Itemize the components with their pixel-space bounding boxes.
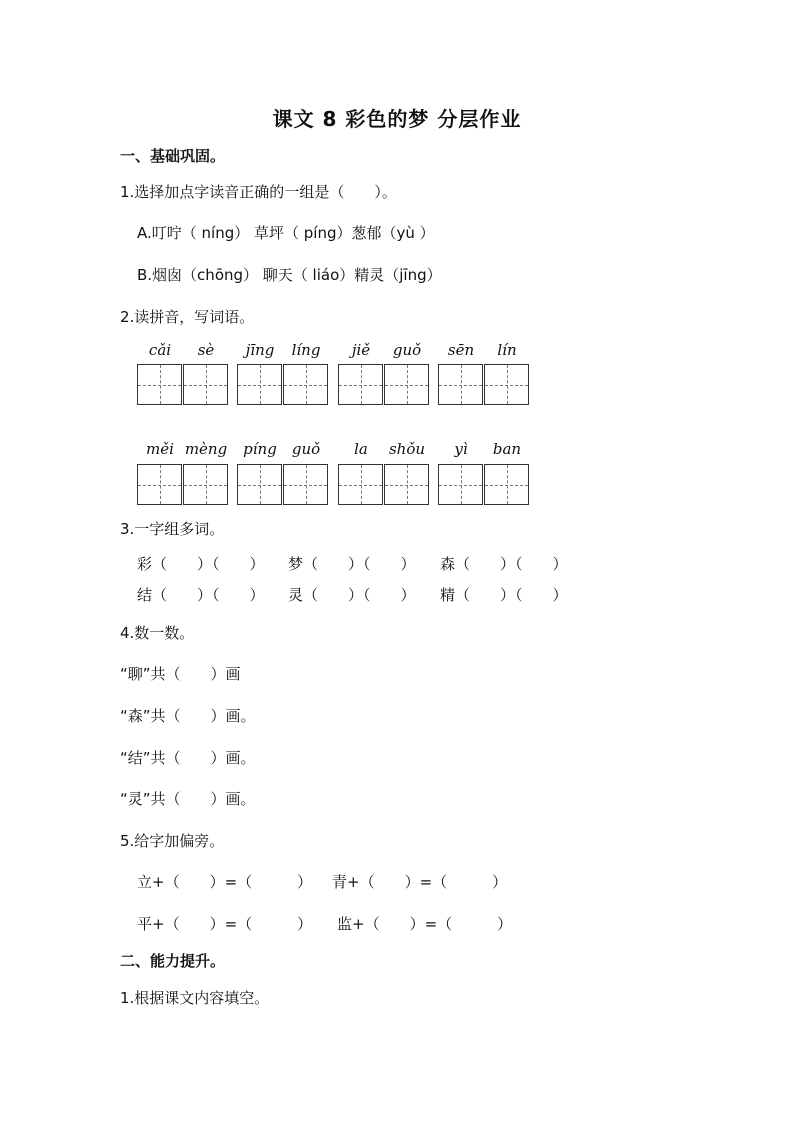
question-5-stem: 5.给字加偏旁。 [120,832,225,850]
pinyin-label: mèng [184,440,228,458]
question-4-stem: 4.数一数。 [120,624,195,642]
stroke-count-line: “聊”共（ ）画 [120,665,241,683]
tian-grid-cell[interactable] [338,464,383,505]
pinyin-label: la [354,440,368,458]
page-title: 课文 8 彩色的梦 分层作业 [272,107,522,131]
pinyin-label: píng [243,440,277,458]
stroke-count-line: “灵”共（ ）画。 [120,790,256,808]
tian-grid-cell[interactable] [237,464,282,505]
tian-grid-cell[interactable] [384,464,429,505]
pinyin-label: guǒ [291,440,321,458]
word-group-r1c3: 森（ ）（ ） [440,555,568,573]
question-1-stem: 1.选择加点字读音正确的一组是（ ）。 [120,183,397,201]
pinyin-label: yì [454,440,468,458]
pinyin-label: jīng [245,341,275,359]
tian-grid-cell[interactable] [283,464,328,505]
stroke-count-line: “森”共（ ）画。 [120,707,256,725]
word-group-r2c2: 灵（ ）（ ） [288,586,416,604]
tian-grid-cell[interactable] [484,364,529,405]
word-group-r2c3: 精（ ）（ ） [440,586,568,604]
pinyin-label: sè [197,341,215,359]
question-1-option-b: B.烟囱（chōng） 聊天（ liáo）精灵（jīng） [137,266,442,284]
tian-grid-cell[interactable] [137,364,182,405]
radical-item-r2c2: 监+（ ）=（ ） [337,915,513,933]
tian-grid-cell[interactable] [338,364,383,405]
pinyin-label: lín [497,341,517,359]
tian-grid-cell[interactable] [438,364,483,405]
question-3-stem: 3.一字组多词。 [120,520,225,538]
tian-grid-cell[interactable] [237,364,282,405]
tian-grid-cell[interactable] [137,464,182,505]
stroke-count-line: “结”共（ ）画。 [120,749,256,767]
question-1-option-a: A.叮咛（ níng） 草坪（ píng）葱郁（yù ） [137,224,435,242]
word-group-r1c2: 梦（ ）（ ） [288,555,416,573]
pinyin-label: shǒu [388,440,426,458]
section-heading-improve: 二、能力提升。 [120,952,226,970]
pinyin-label: cǎi [148,341,172,359]
pinyin-label: měi [146,440,174,458]
pinyin-label: ban [492,440,522,458]
pinyin-label: jiě [351,341,371,359]
radical-item-r1c1: 立+（ ）=（ ） [137,873,313,891]
pinyin-label: líng [291,341,321,359]
tian-grid-cell[interactable] [484,464,529,505]
tian-grid-cell[interactable] [183,364,228,405]
section-heading-basics: 一、基础巩固。 [120,147,226,165]
radical-item-r2c1: 平+（ ）=（ ） [137,915,313,933]
word-group-r2c1: 结（ ）（ ） [137,586,265,604]
tian-grid-cell[interactable] [384,364,429,405]
radical-item-r1c2: 青+（ ）=（ ） [332,873,508,891]
word-group-r1c1: 彩（ ）（ ） [137,555,265,573]
question-2-stem: 2.读拼音，写词语。 [120,308,255,326]
tian-grid-cell[interactable] [438,464,483,505]
tian-grid-cell[interactable] [183,464,228,505]
question-6-stem: 1.根据课文内容填空。 [120,989,270,1007]
pinyin-label: guǒ [392,341,422,359]
pinyin-label: sēn [447,341,475,359]
tian-grid-cell[interactable] [283,364,328,405]
